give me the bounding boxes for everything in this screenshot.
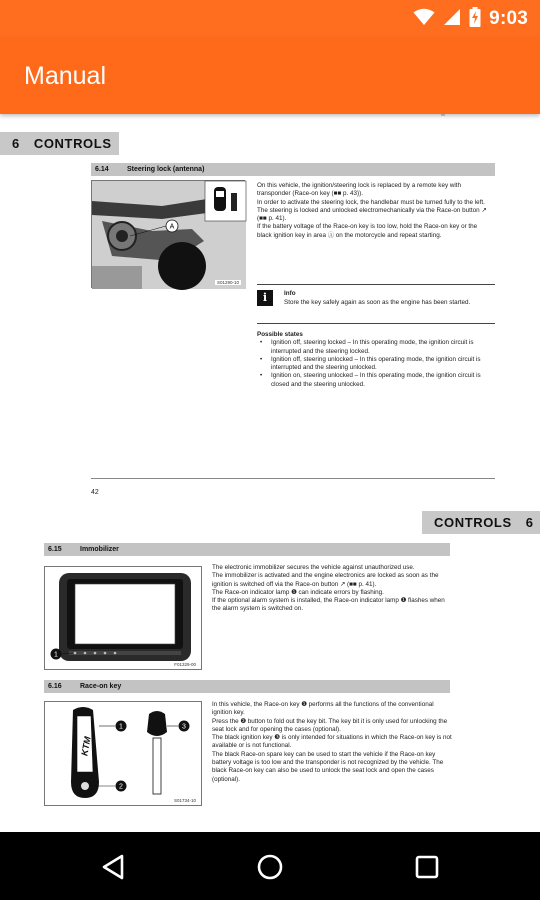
chapter-tab-right [422, 511, 540, 534]
motorcycle-handlebar-illustration [92, 181, 246, 289]
app-title: Manual [24, 62, 106, 90]
page-bottom-rule [91, 478, 495, 479]
section-number: 6.14 [95, 166, 109, 173]
paragraph: If the battery voltage of the Race-on key is too low, hold the Race-on key or the black ignition key in area Ⓐ on the motorcycle and repeat starting. [257, 223, 478, 239]
list-item: • Ignition on, steering unlocked – In this operating mode, the ignition circuit is closed and the steering unlocked. [257, 372, 493, 389]
info-icon: i [257, 290, 273, 306]
paragraph: Press the ❷ button to fold out the key bit. The key bit it is only used for unlocking the seat lock and for opening the cases (optional). [212, 717, 448, 733]
list-item: • Ignition off, steering unlocked – In this operating mode, the ignition circuit is interrupted and the steering unlocked. [257, 356, 493, 373]
section-title: Race-on key [80, 683, 122, 690]
section-title: Steering lock (antenna) [127, 166, 205, 173]
info-box [257, 286, 495, 322]
paragraph: The black Race-on spare key can be used to start the vehicle if the Race-on key battery voltage is too low and the transponder is not recognized by the vehicle. The black Race-on key can also be used to unlock the seat lock and open the cases (optional). [212, 750, 444, 783]
chapter-number: 6 [525, 515, 534, 530]
home-icon [256, 853, 284, 881]
cellular-signal-icon [443, 8, 461, 31]
chapter-title: CONTROLS [434, 515, 512, 530]
list-item: • Ignition off, steering locked – In this operating mode, the ignition circuit is interrupted and the steering locked. [257, 339, 493, 356]
wifi-icon [413, 8, 435, 31]
svg-text:KTM: KTM [79, 735, 93, 757]
paragraph: The steering is locked and unlocked electromechanically via the Race-on button ↗ (■■ p. 41). [257, 206, 487, 223]
figure-code: S01734-10 [173, 798, 196, 803]
chapter-title: CONTROLS [33, 136, 112, 151]
section-title: Immobilizer [80, 546, 119, 553]
info-top-rule [257, 284, 495, 285]
possible-states-list [257, 339, 493, 389]
back-button[interactable] [96, 850, 130, 884]
paragraph: The immobilizer is activated and the engine electronics are locked as soon as the ignition is switched off via the Race-on button ↗ (■■ p. 41). [212, 572, 439, 588]
chapter-tab-left [0, 132, 119, 155]
paragraph: The Race-on indicator lamp ❶ can indicate errors by flashing. [212, 588, 384, 596]
page-number: 42 [91, 489, 99, 496]
recents-icon [414, 854, 440, 880]
paragraph: In order to activate the steering lock, the handlebar must be turned fully to the left. [257, 198, 485, 206]
race-on-key-text [212, 701, 452, 784]
info-text: Store the key safely again as soon as the engine has been started. [284, 299, 471, 306]
recents-button[interactable] [410, 850, 444, 884]
race-on-key-illustration [45, 702, 203, 807]
callout-1: 1 [119, 723, 123, 731]
info-bottom-rule [257, 323, 495, 324]
dashboard-display-illustration [45, 567, 203, 671]
section-header-6-16 [44, 680, 450, 693]
immobilizer-text [212, 564, 452, 614]
app-bar [0, 38, 540, 114]
paragraph: The black ignition key ❸ is only intended for situations in which the Race-on key is not available or is not functional. [212, 734, 452, 750]
info-title: Info [284, 290, 296, 297]
paragraph: If the optional alarm system is installed, the Race-on indicator lamp ❶ flashes when the alarm system is switched on. [212, 597, 445, 613]
section-header-6-14 [91, 163, 495, 176]
status-bar [0, 0, 540, 38]
callout-a: A [169, 223, 175, 231]
section-number: 6.16 [48, 683, 62, 690]
callout-1: 1 [54, 651, 58, 659]
steering-lock-figure [91, 180, 245, 288]
battery-charging-icon [469, 7, 481, 32]
callout-3: 3 [182, 723, 186, 731]
callout-2: 2 [119, 783, 123, 791]
back-icon [100, 853, 126, 881]
possible-states [257, 331, 493, 389]
section-header-6-15 [44, 543, 450, 556]
paragraph: On this vehicle, the ignition/steering lock is replaced by a remote key with transponder (Race-on key (■■ p. 43)). [257, 182, 462, 198]
steering-lock-text [257, 182, 493, 240]
race-on-key-figure [44, 701, 202, 806]
paragraph: The electronic immobilizer secures the vehicle against unauthorized use. [212, 564, 415, 571]
figure-code: S01290-10 [216, 280, 239, 285]
home-button[interactable] [253, 850, 287, 884]
document-viewer[interactable] [0, 114, 540, 832]
figure-code: F01329-00 [174, 662, 196, 667]
section-number: 6.15 [48, 546, 62, 553]
navigation-bar [0, 832, 540, 900]
status-icons [413, 8, 528, 30]
immobilizer-figure [44, 566, 202, 670]
paragraph: In this vehicle, the Race-on key ❶ performs all the functions of the conventional ignition key. [212, 701, 434, 717]
possible-states-title: Possible states [257, 331, 303, 338]
status-time: 9:03 [489, 8, 528, 29]
chapter-number: 6 [12, 136, 20, 151]
